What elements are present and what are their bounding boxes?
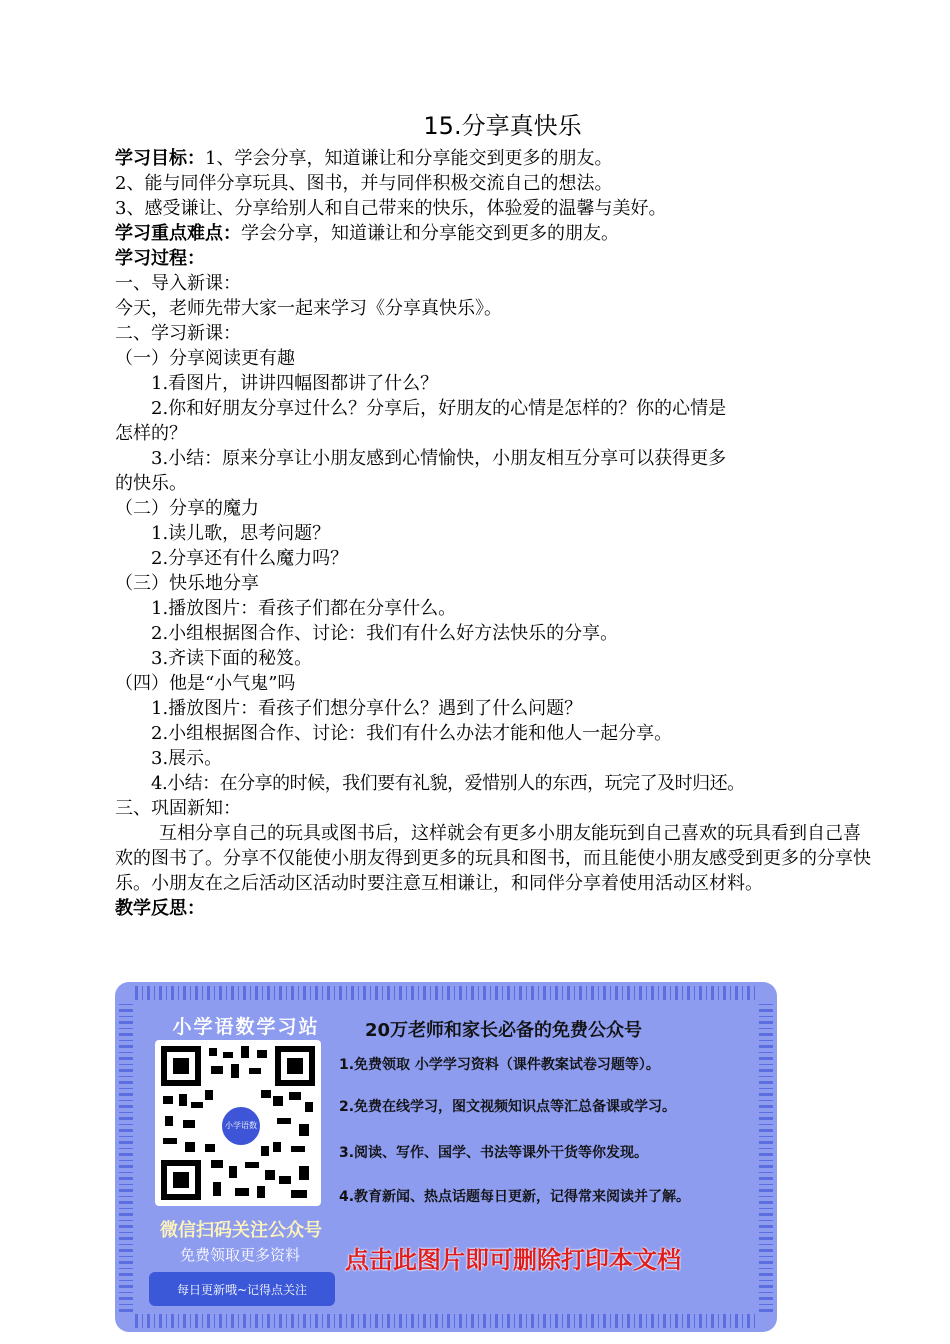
goals-label: 学习目标： [115, 148, 205, 169]
qr-badge: 小学语数 [219, 1104, 263, 1148]
daily-update-button[interactable]: 每日更新哦~记得点关注 [149, 1272, 335, 1306]
process-label: 学习过程： [115, 248, 205, 269]
section-1-heading: 一、导入新课： [115, 273, 241, 294]
reflection-label: 教学反思： [115, 898, 205, 919]
barcode-border-top [135, 986, 757, 1000]
list-item: 1.播放图片：看孩子们都在分享什么。 [151, 598, 457, 619]
key-text: 学会分享，知道谦让和分享能交到更多的朋友。 [241, 223, 619, 244]
list-item-continuation: 的快乐。 [115, 473, 187, 494]
promo-headline: 20万老师和家长必备的免费公众号 [365, 1020, 643, 1041]
subsection-3-heading: （三）快乐地分享 [115, 573, 259, 594]
list-item-continuation: 怎样的？ [115, 423, 187, 444]
promo-banner[interactable] [115, 982, 777, 1332]
wechat-scan-text: 微信扫码关注公众号 [160, 1220, 322, 1241]
section-3-heading: 三、巩固新知： [115, 798, 241, 819]
free-resources-text: 免费领取更多资料 [179, 1246, 300, 1264]
promo-item: 1.免费领取 小学学习资料（课件教案试卷习题等）。 [339, 1057, 660, 1073]
goal-item: 3、感受谦让、分享给别人和自己带来的快乐，体验爱的温馨与美好。 [115, 198, 667, 219]
promo-item: 2.免费在线学习，图文视频知识点等汇总备课或学习。 [339, 1099, 677, 1115]
section-2-heading: 二、学习新课： [115, 323, 241, 344]
process-heading [115, 246, 875, 271]
goal-item: 1、学会分享，知道谦让和分享能交到更多的朋友。 [205, 148, 613, 169]
list-item: 2.你和好朋友分享过什么？分享后，好朋友的心情是怎样的？你的心情是 [151, 398, 727, 419]
list-item: 2.小组根据图合作、讨论：我们有什么办法才能和他人一起分享。 [151, 723, 673, 744]
document-title: 15.分享真快乐 [423, 112, 582, 140]
barcode-border-left [119, 1002, 133, 1312]
site-name: 小学语数学习站 [172, 1016, 320, 1038]
list-item: 1.看图片，讲讲四幅图都讲了什么？ [151, 373, 439, 394]
barcode-border-bottom [135, 1314, 757, 1328]
key-label: 学习重点难点： [115, 223, 241, 244]
section-1-text: 今天，老师先带大家一起来学习《分享真快乐》。 [115, 298, 502, 319]
list-item: 1.播放图片：看孩子们想分享什么？遇到了什么问题？ [151, 698, 583, 719]
list-item: 1.读儿歌，思考问题？ [151, 523, 331, 544]
key-points-line [115, 221, 875, 246]
list-item: 2.分享还有什么魔力吗？ [151, 548, 349, 569]
subsection-2-heading: （二）分享的魔力 [115, 498, 259, 519]
promo-item: 4.教育新闻、热点话题每日更新，记得常来阅读并了解。 [339, 1189, 691, 1205]
list-item: 2.小组根据图合作、讨论：我们有什么好方法快乐的分享。 [151, 623, 619, 644]
promo-item: 3.阅读、写作、国学、书法等课外干货等你发现。 [339, 1145, 649, 1161]
learning-goals-line [115, 146, 875, 171]
list-item: 3.齐读下面的秘笈。 [151, 648, 313, 669]
lesson-plan-document [115, 110, 875, 921]
goal-item: 2、能与同伴分享玩具、图书，并与同伴积极交流自己的想法。 [115, 173, 613, 194]
subsection-1-heading: （一）分享阅读更有趣 [115, 348, 295, 369]
list-item: 3.小结：原来分享让小朋友感到心情愉快，小朋友相互分享可以获得更多 [151, 448, 727, 469]
list-item: 3.展示。 [151, 748, 223, 769]
qr-code-icon [155, 1040, 321, 1206]
section-3-paragraph: 互相分享自己的玩具或图书后，这样就会有更多小朋友能玩到自己喜欢的玩具看到自己喜欢的图书了。分享不仅能使小朋友得到更多的玩具和图书，而且能使小朋友感受到更多的分享快乐。小朋友在之后活动区活动时要注意互相谦让，和同伴分享着使用活动区材料。 [115, 823, 871, 894]
barcode-border-right [759, 1002, 773, 1312]
list-item: 4.小结：在分享的时候，我们要有礼貌，爱惜别人的东西，玩完了及时归还。 [151, 773, 745, 794]
reflection-heading [115, 896, 875, 921]
subsection-4-heading: （四）他是“小气鬼”吗 [115, 673, 296, 694]
delete-banner-link[interactable]: 点击此图片即可删除打印本文档 [345, 1246, 681, 1274]
